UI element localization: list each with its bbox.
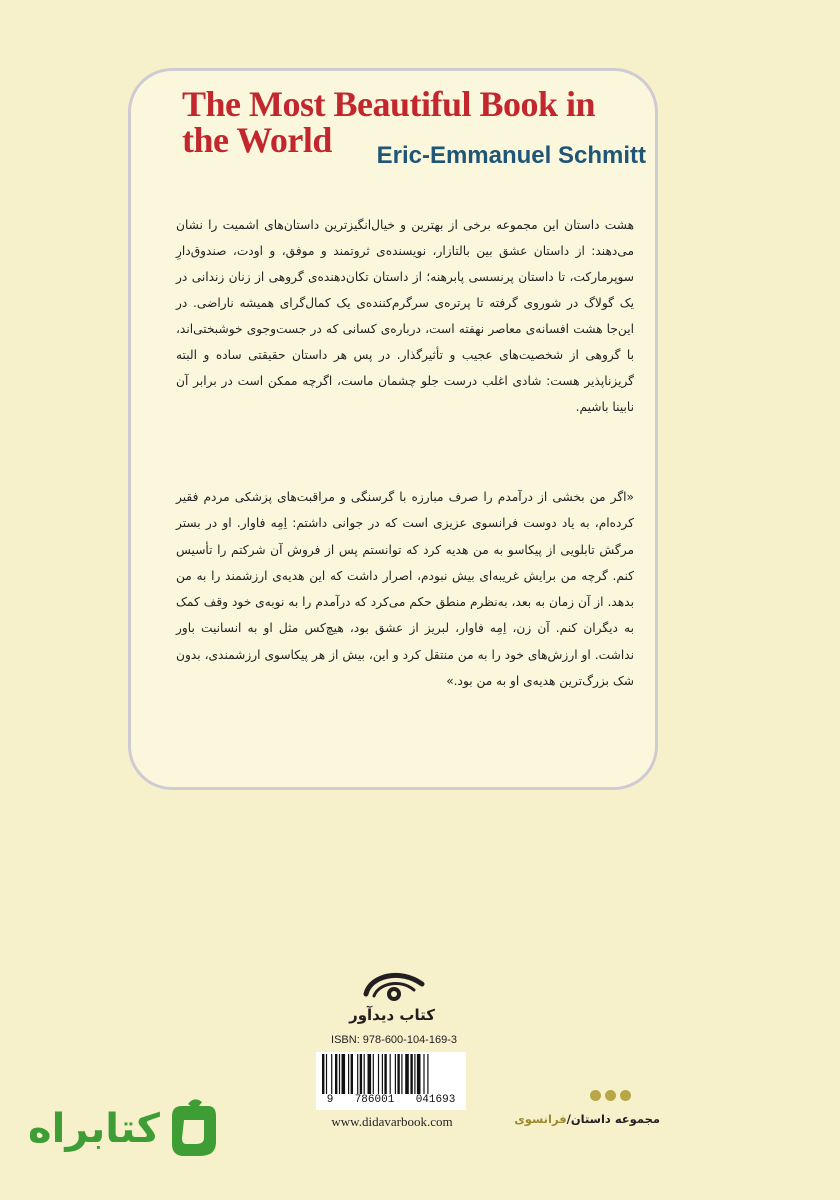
- publisher-name: کتاب دیدآور: [349, 1006, 435, 1024]
- barcode-digit-group: 786001: [354, 1094, 395, 1106]
- isbn-number: ISBN: 978-600-104-169-3: [331, 1034, 457, 1046]
- book-title: The Most Beautiful Book in the World: [182, 84, 596, 160]
- barcode-bar: [348, 1054, 349, 1094]
- series-dot-icon: [620, 1090, 631, 1101]
- quote-paragraph: «اگر من بخشی از درآمدم را صرف مبارزه با گرسنگی و مراقبت‌های پزشکی مردم فقیر کرده‌ام، به یاد دوست فرانسوی عزیزی است که در جوانی داشتم: اِمِه فاوار. او در بستر مرگش تابلویی از پیکاسو به من هدیه کرد که توانستم پس از فروش آن شرکتم را تأسیس کنم. گرچه من برایش غریبه‌ای بیش نبودم، اصرار داشت که این هدیه‌ی ارزشمند را به من بدهد. از آن زمان به بعد، به‌نظرم منطق حکم می‌کرد که درآمدم را به نوبه‌ی خود وقف کمک به دیگران کنم. آن زن، اِمِه فاوار، لبریز از عشق بود، هیچ‌کس مثل او به انسانیت باور نداشت. او ارزش‌های خود را به من منتقل کرد و این، بیش از هر پیکاسوی ارزشمندی، بدون شک بزرگ‌ترین هدیه‌ی او به من بود.»: [176, 490, 634, 689]
- barcode-bar: [395, 1054, 396, 1094]
- kitabrah-logo-icon: [164, 1098, 220, 1160]
- barcode-bar: [339, 1054, 340, 1094]
- barcode-bar: [360, 1054, 362, 1094]
- kitabrah-logo-text: کتابراه: [28, 1106, 160, 1152]
- series-dot-icon: [590, 1090, 601, 1101]
- barcode-bar: [364, 1054, 365, 1094]
- series-dot-icon: [605, 1090, 616, 1101]
- publisher-website: www.didavarbook.com: [331, 1114, 453, 1129]
- barcode-bar: [401, 1054, 402, 1094]
- barcode-bar: [397, 1054, 399, 1094]
- barcode-bar: [357, 1054, 358, 1094]
- barcode-bar: [368, 1054, 372, 1094]
- barcode-bar: [373, 1054, 374, 1094]
- series-accent: فرانسوی: [514, 1112, 567, 1126]
- description-paragraph: هشت داستان این مجموعه برخی از بهترین و خیال‌انگیزترین داستان‌های اشمیت را نشان می‌دهند: از داستان عشق بین بالتازار، نویسنده‌ی ثروتمند و موفق، و اودت، صندوق‌دارِ سوپرمارکت، تا داستان پرنسسی پابرهنه؛ از داستان تکان‌دهنده‌ی گروهی از زنان زندانی در یک گولاگ در شوروی گرفته تا پرتره‌ی سرگرم‌کننده‌ی یک کمال‌گرای همیشه ناراضی. در این‌جا هشت افسانه‌ی معاصر نهفته است، درباره‌ی کسانی که در جست‌وجوی خوشبختی‌اند، با گروهی از شخصیت‌های عجیب و تأثیرگذار. در پس هر داستان حقیقتی ساده و البته گریزناپذیر هست: شادی اغلب درست جلو چشمان ماست، اگرچه ممکن است در برابر آن نابینا باشیم.: [176, 218, 634, 414]
- barcode-digits: [316, 1094, 466, 1106]
- barcode-digit-group: 041693: [415, 1094, 456, 1106]
- barcode-bar: [427, 1054, 428, 1094]
- barcode-bar: [322, 1054, 324, 1094]
- series-prefix: مجموعه داستان: [570, 1112, 660, 1126]
- barcode-bar: [351, 1054, 353, 1094]
- barcode-bar: [384, 1054, 386, 1094]
- publisher-logo-icon: [360, 966, 428, 1008]
- series-label: [514, 1112, 660, 1126]
- barcode-bar: [410, 1054, 412, 1094]
- series-dots: [590, 1090, 631, 1101]
- barcode-digit-group: 9: [326, 1094, 334, 1106]
- barcode-bar: [326, 1054, 327, 1094]
- barcode-bar: [423, 1054, 424, 1094]
- barcode-bar: [405, 1054, 409, 1094]
- barcode-bars: [322, 1054, 460, 1094]
- barcode-bar: [331, 1054, 332, 1094]
- barcode-bar: [414, 1054, 415, 1094]
- barcode-bar: [417, 1054, 421, 1094]
- barcode-bar: [378, 1054, 379, 1094]
- author-name: Eric-Emmanuel Schmitt: [376, 142, 646, 169]
- barcode-bar: [342, 1054, 346, 1094]
- barcode-bar: [335, 1054, 337, 1094]
- series-separator: /: [566, 1112, 571, 1126]
- kitabrah-watermark: [28, 1098, 220, 1160]
- barcode-bar: [390, 1054, 391, 1094]
- isbn-barcode: [316, 1052, 466, 1110]
- barcode-bar: [382, 1054, 383, 1094]
